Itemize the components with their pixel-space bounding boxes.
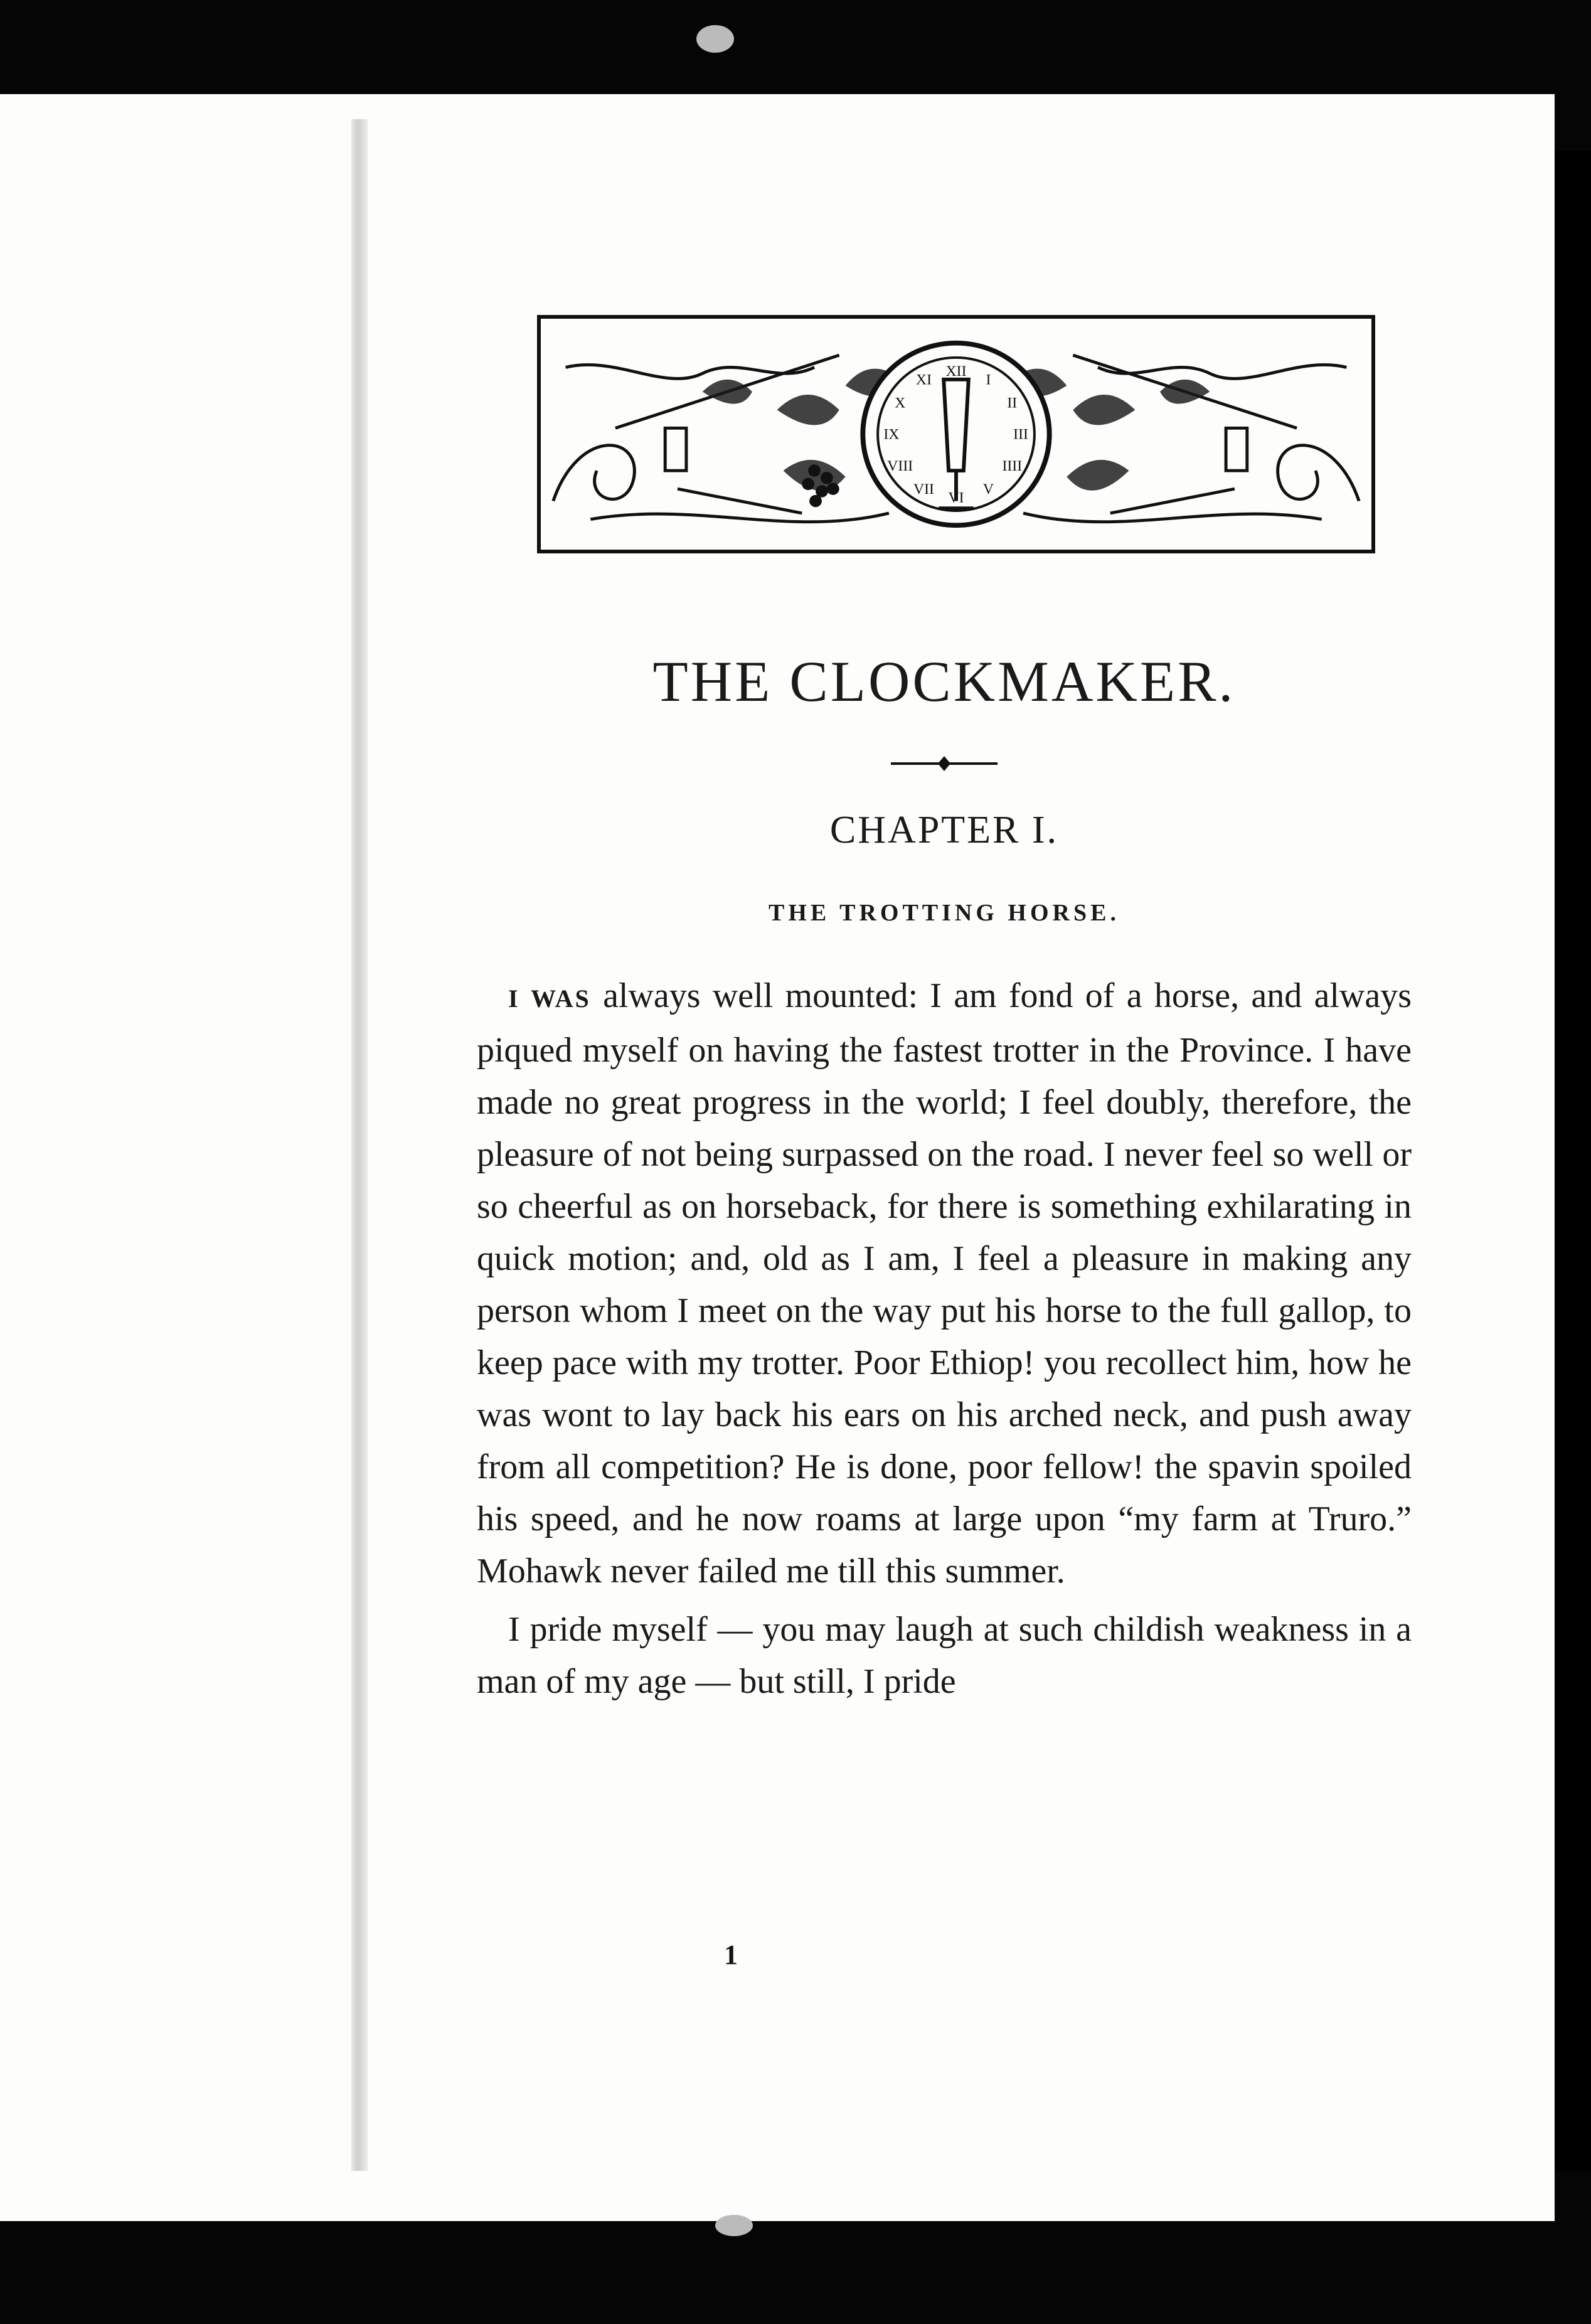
page-right-edge [1555,151,1591,2171]
paragraph-1-body: always well mounted: I am fond of a horse, and always piqued myself on having the fastest trotter in the Province. I have made no great progress in the world; I feel doubly, therefore, the pleasure of not being surpassed on the road. I never feel so well or so cheerful as on horseback, for there is something exhilarating in quick motion; and, old as I am, I feel a pleasure in making any person whom I meet on the way put his horse to the full gallop, to keep pace with my trotter. Poor Ethiop! you recollect him, how he was wont to lay back his ears on his arched neck, and push away from all competition? He is done, poor fellow! the spavin spoiled his speed, and he now roams at large upon “my farm at Truro.” Mohawk never failed me till this summer. [477,976,1412,1591]
clock-numeral: XI [915,371,932,388]
clock-numeral: I [986,371,991,388]
clock-numeral: V [982,481,994,498]
clock-numeral: VII [913,481,934,498]
decorative-headpiece [537,315,1375,553]
headpiece-illustration [541,319,1371,550]
paragraph-1 [477,970,1412,1597]
page-text [477,649,1412,1708]
gutter-shadow [351,119,368,2171]
scan-dust-speck [715,2215,753,2236]
page-number: 1 [724,1939,738,1970]
title-rule-ornament [891,754,998,773]
clock-numeral: VIII [887,458,913,475]
clock-numeral: X [895,395,906,412]
book-title: THE CLOCKMAKER. [652,649,1236,713]
paragraph-1-lead-word: I WAS [508,984,591,1013]
chapter-heading: CHAPTER I. [829,809,1059,851]
clock-numeral: IX [883,426,900,443]
clock-numeral: XII [945,363,967,380]
chapter-subtitle: THE TROTTING HORSE. [769,900,1120,926]
clock-numeral: VI [948,489,964,506]
clock-numeral: II [1007,395,1018,412]
clock-numeral: IIII [1002,458,1023,475]
paragraph-2: I pride myself — you may laugh at such childish weakness in a man of my age — but still, I pride [477,1610,1412,1701]
clock-numeral: III [1013,426,1028,443]
scan-dust-speck [696,25,734,53]
